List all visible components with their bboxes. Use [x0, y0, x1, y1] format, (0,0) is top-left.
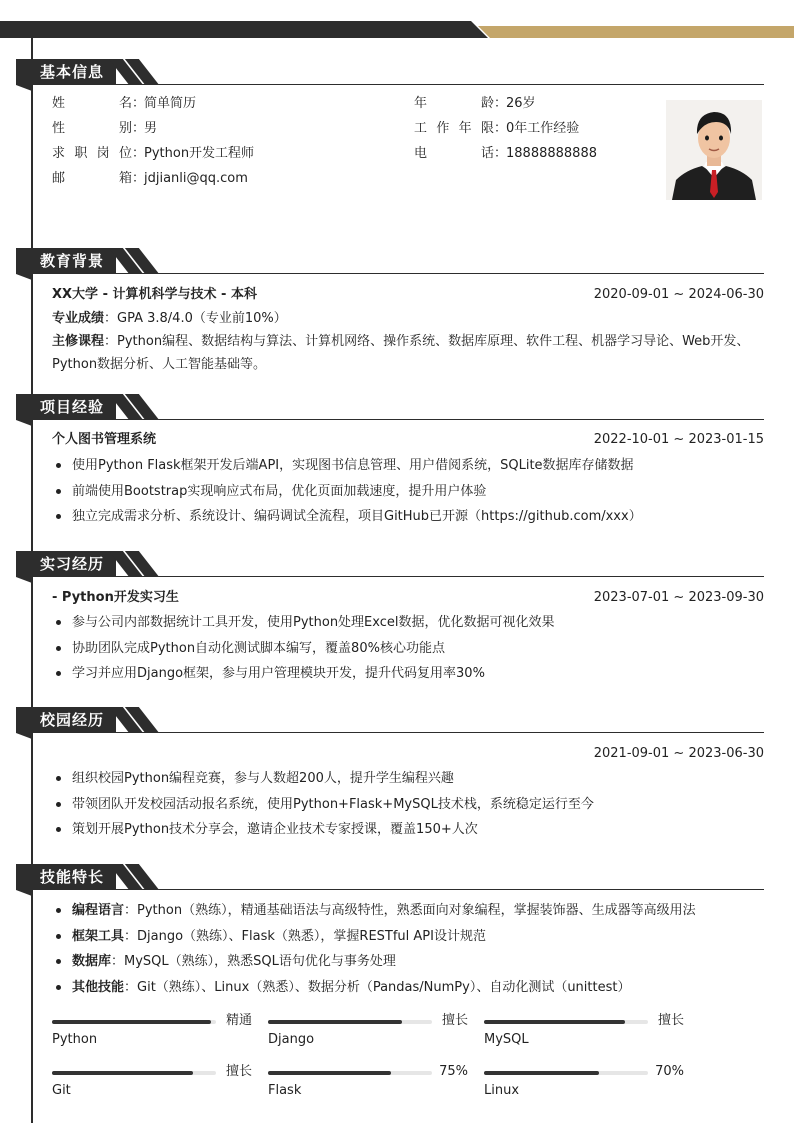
list-item: 框架工具：Django（熟练）、Flask（熟悉），掌握RESTful API设计规范	[72, 924, 696, 950]
edu-courses: 主修课程：Python编程、数据结构与算法、计算机网络、操作系统、数据库原理、软件工程、机器学习导论、Web开发、	[52, 334, 750, 349]
section-header-projects	[16, 394, 764, 424]
avatar-photo	[666, 100, 762, 200]
list-item: 组织校园Python编程竞赛，参与人数超200人，提升学生编程兴趣	[72, 766, 594, 792]
list-item: 前端使用Bootstrap实现响应式布局，优化页面加载速度，提升用户体验	[72, 479, 642, 505]
section-title: 基本信息	[40, 63, 105, 81]
skill-bullets	[72, 898, 696, 1000]
list-item: 策划开展Python技术分享会，邀请企业技术专家授课，覆盖150+人次	[72, 817, 594, 843]
section-title: 技能特长	[40, 868, 105, 886]
edu-gpa: 专业成绩：GPA 3.8/4.0（专业前10%）	[52, 311, 287, 326]
header-bar-gold	[478, 26, 794, 38]
list-item: 独立完成需求分析、系统设计、编码调试全流程，项目GitHub已开源（https://github.com/xxx）	[72, 504, 642, 530]
list-item: 其他技能：Git（熟练）、Linux（熟悉）、数据分析（Pandas/NumPy）、自动化测试（unittest）	[72, 975, 696, 1001]
section-header-campus	[16, 707, 764, 737]
campus-date: 2021-09-01 ~ 2023-06-30	[593, 746, 764, 761]
section-title: 实习经历	[40, 555, 105, 573]
info-gender: 性别：男	[52, 121, 158, 136]
skill-bar-mysql: 擅长 MySQL	[484, 1013, 684, 1047]
campus-bullets	[72, 766, 594, 843]
section-header-internship	[16, 551, 764, 581]
intern-name: - Python开发实习生	[52, 590, 179, 605]
info-name: 姓名：简单简历	[52, 96, 197, 111]
edu-date: 2020-09-01 ~ 2024-06-30	[593, 287, 764, 302]
section-header-education	[16, 248, 764, 278]
info-email: 邮箱：jdjianli@qq.com	[52, 171, 248, 186]
info-age: 年龄：26岁	[414, 96, 536, 111]
section-header-basic	[16, 59, 764, 89]
skill-bar-git: 擅长 Git	[52, 1064, 252, 1098]
intern-bullets	[72, 610, 555, 687]
header-bar-dark	[0, 21, 488, 38]
section-title: 校园经历	[40, 711, 105, 729]
list-item: 协助团队完成Python自动化测试脚本编写，覆盖80%核心功能点	[72, 636, 555, 662]
skill-bar-django: 擅长 Django	[268, 1013, 468, 1047]
project-name: 个人图书管理系统	[52, 432, 157, 447]
list-item: 带领团队开发校园活动报名系统，使用Python+Flask+MySQL技术栈，系统稳定运行至今	[72, 792, 594, 818]
edu-school: XX大学 - 计算机科学与技术 - 本科	[52, 287, 257, 302]
list-item: 参与公司内部数据统计工具开发，使用Python处理Excel数据，优化数据可视化效果	[72, 610, 555, 636]
section-title: 项目经验	[40, 398, 105, 416]
section-title: 教育背景	[40, 252, 105, 270]
skill-bar-python: 精通 Python	[52, 1013, 252, 1047]
edu-courses-cont: Python数据分析、人工智能基础等。	[52, 357, 267, 372]
project-date: 2022-10-01 ~ 2023-01-15	[593, 432, 764, 447]
info-position: 求职岗位：Python开发工程师	[52, 146, 255, 161]
list-item: 学习并应用Django框架，参与用户管理模块开发，提升代码复用率30%	[72, 661, 555, 687]
info-years: 工作年限：0年工作经验	[414, 121, 580, 136]
intern-date: 2023-07-01 ~ 2023-09-30	[593, 590, 764, 605]
list-item: 数据库：MySQL（熟练），熟悉SQL语句优化与事务处理	[72, 949, 696, 975]
skill-bar-linux: 70% Linux	[484, 1064, 684, 1098]
skill-bar-flask: 75% Flask	[268, 1064, 468, 1098]
project-bullets	[72, 453, 642, 530]
info-phone: 电话：18888888888	[414, 146, 597, 161]
list-item: 使用Python Flask框架开发后端API，实现图书信息管理、用户借阅系统，SQLite数据库存储数据	[72, 453, 642, 479]
section-header-skills	[16, 864, 764, 894]
list-item: 编程语言：Python（熟练），精通基础语法与高级特性，熟悉面向对象编程，掌握装饰器、生成器等高级用法	[72, 898, 696, 924]
